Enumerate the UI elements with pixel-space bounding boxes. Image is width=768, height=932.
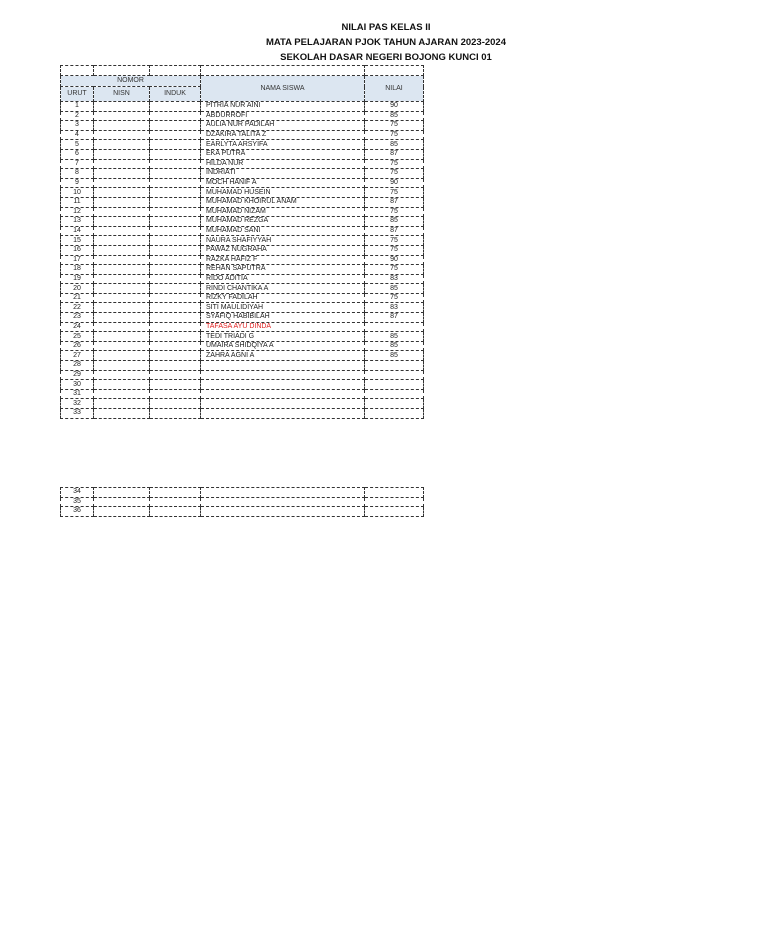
row-number: 5 xyxy=(61,140,94,150)
induk-cell xyxy=(150,332,201,342)
student-name: RINDI CHANTIKA A xyxy=(201,284,365,294)
nisn-cell xyxy=(94,303,150,313)
score-cell: 87 xyxy=(365,197,424,207)
student-name: ABDURROFI xyxy=(201,111,365,121)
table-row xyxy=(61,121,424,131)
nisn-cell xyxy=(94,370,150,380)
induk-cell xyxy=(150,226,201,236)
table-row xyxy=(61,274,424,284)
table-row xyxy=(61,284,424,294)
nisn-cell xyxy=(94,236,150,246)
student-name: MUHAMAD NIZAM xyxy=(201,207,365,217)
induk-cell xyxy=(150,169,201,179)
student-name: EARLYTA ARSYIFA xyxy=(201,140,365,150)
student-name xyxy=(201,507,365,517)
nisn-cell xyxy=(94,130,150,140)
table-row xyxy=(61,111,424,121)
document-title: NILAI PAS KELAS II xyxy=(341,22,431,33)
student-name: TAFASA AYU DINDA xyxy=(201,322,365,332)
score-cell: 75 xyxy=(365,207,424,217)
row-number: 14 xyxy=(61,226,94,236)
row-number: 3 xyxy=(61,121,94,131)
row-number: 24 xyxy=(61,322,94,332)
student-name: PITRIA NUR AINI xyxy=(201,102,365,112)
extra-rows-table xyxy=(60,487,424,517)
row-number: 30 xyxy=(61,380,94,390)
row-number: 29 xyxy=(61,370,94,380)
score-cell xyxy=(365,380,424,390)
score-cell: 83 xyxy=(365,274,424,284)
nisn-cell xyxy=(94,226,150,236)
student-name: RAZKA HAFIZ F xyxy=(201,255,365,265)
student-name: RIDO ADITIA xyxy=(201,274,365,284)
table-row xyxy=(61,140,424,150)
nisn-cell xyxy=(94,255,150,265)
row-number: 31 xyxy=(61,389,94,399)
student-name: REHAN SAPUTRA xyxy=(201,265,365,275)
student-name xyxy=(201,389,365,399)
row-number: 22 xyxy=(61,303,94,313)
nisn-cell xyxy=(94,274,150,284)
table-row xyxy=(61,322,424,332)
nisn-cell xyxy=(94,322,150,332)
score-cell xyxy=(365,488,424,498)
row-number: 23 xyxy=(61,313,94,323)
nisn-header: NISN xyxy=(94,87,150,102)
score-cell xyxy=(365,322,424,332)
nisn-cell xyxy=(94,159,150,169)
induk-cell xyxy=(150,370,201,380)
nisn-cell xyxy=(94,507,150,517)
nisn-cell xyxy=(94,217,150,227)
table-row xyxy=(61,207,424,217)
student-name: AULIA NUR PADILAH xyxy=(201,121,365,131)
table-row xyxy=(61,303,424,313)
student-name xyxy=(201,497,365,507)
row-number: 19 xyxy=(61,274,94,284)
induk-cell xyxy=(150,265,201,275)
score-cell: 75 xyxy=(365,121,424,131)
score-cell xyxy=(365,389,424,399)
nisn-cell xyxy=(94,380,150,390)
induk-cell xyxy=(150,497,201,507)
nisn-cell xyxy=(94,351,150,361)
nisn-cell xyxy=(94,169,150,179)
row-number: 18 xyxy=(61,265,94,275)
induk-cell xyxy=(150,255,201,265)
table-row xyxy=(61,130,424,140)
score-cell: 75 xyxy=(365,236,424,246)
induk-cell xyxy=(150,361,201,371)
nilai-header: NILAI xyxy=(365,76,424,102)
nisn-cell xyxy=(94,197,150,207)
induk-cell xyxy=(150,303,201,313)
student-name xyxy=(201,409,365,419)
row-number: 8 xyxy=(61,169,94,179)
table-header xyxy=(61,76,424,102)
score-cell xyxy=(365,370,424,380)
table-row xyxy=(61,255,424,265)
induk-cell xyxy=(150,178,201,188)
row-number: 2 xyxy=(61,111,94,121)
student-name xyxy=(201,380,365,390)
table-row xyxy=(61,293,424,303)
table-top-spacer xyxy=(61,66,424,76)
student-name: SITI MAULIDIYAH xyxy=(201,303,365,313)
grade-table xyxy=(60,65,424,419)
table-row xyxy=(61,380,424,390)
score-cell: 90 xyxy=(365,255,424,265)
nisn-cell xyxy=(94,121,150,131)
student-rows xyxy=(61,102,424,419)
row-number: 25 xyxy=(61,332,94,342)
table-row xyxy=(61,399,424,409)
subject-and-year: MATA PELAJARAN PJOK TAHUN AJARAN 2023-2024 xyxy=(265,37,506,48)
student-name: SYAFIQ HABIBILAH xyxy=(201,313,365,323)
score-cell: 87 xyxy=(365,149,424,159)
induk-cell xyxy=(150,409,201,419)
table-row xyxy=(61,265,424,275)
nisn-cell xyxy=(94,284,150,294)
nama-siswa-header: NAMA SISWA xyxy=(201,76,365,102)
score-cell: 75 xyxy=(365,130,424,140)
nisn-cell xyxy=(94,140,150,150)
table-row xyxy=(61,178,424,188)
student-name: NAURA SHAFIYYAH xyxy=(201,236,365,246)
nisn-cell xyxy=(94,488,150,498)
student-name: EKA PUTRA xyxy=(201,149,365,159)
nisn-cell xyxy=(94,178,150,188)
induk-cell xyxy=(150,188,201,198)
row-number: 11 xyxy=(61,197,94,207)
score-cell: 75 xyxy=(365,169,424,179)
row-number: 21 xyxy=(61,293,94,303)
score-cell xyxy=(365,361,424,371)
induk-cell xyxy=(150,389,201,399)
student-name: PAWAZ NUGRAHA xyxy=(201,245,365,255)
row-number: 36 xyxy=(61,507,94,517)
row-number: 20 xyxy=(61,284,94,294)
induk-cell xyxy=(150,274,201,284)
induk-cell xyxy=(150,159,201,169)
nisn-cell xyxy=(94,361,150,371)
nisn-cell xyxy=(94,389,150,399)
score-cell: 75 xyxy=(365,188,424,198)
induk-cell xyxy=(150,293,201,303)
induk-cell xyxy=(150,197,201,207)
score-cell: 87 xyxy=(365,313,424,323)
student-name xyxy=(201,488,365,498)
score-cell: 85 xyxy=(365,341,424,351)
table-row xyxy=(61,361,424,371)
nisn-cell xyxy=(94,399,150,409)
student-name: MOCH HANIF A xyxy=(201,178,365,188)
nisn-cell xyxy=(94,188,150,198)
student-name: MUHAMAD REZGA xyxy=(201,217,365,227)
student-name: HILDA NUR xyxy=(201,159,365,169)
induk-cell xyxy=(150,245,201,255)
nisn-cell xyxy=(94,293,150,303)
student-name: MUHAMAD KHOIRUL ANAM xyxy=(201,197,365,207)
table-row xyxy=(61,102,424,112)
row-number: 26 xyxy=(61,341,94,351)
induk-cell xyxy=(150,149,201,159)
row-number: 27 xyxy=(61,351,94,361)
score-cell: 85 xyxy=(365,217,424,227)
score-cell: 85 xyxy=(365,284,424,294)
induk-cell xyxy=(150,351,201,361)
table-row xyxy=(61,341,424,351)
nisn-cell xyxy=(94,111,150,121)
table-row xyxy=(61,351,424,361)
student-name: DZAKIRA TALITA Z xyxy=(201,130,365,140)
row-number: 34 xyxy=(61,488,94,498)
row-number: 10 xyxy=(61,188,94,198)
nisn-cell xyxy=(94,149,150,159)
induk-cell xyxy=(150,399,201,409)
table-row xyxy=(61,149,424,159)
table-row xyxy=(61,197,424,207)
row-number: 17 xyxy=(61,255,94,265)
induk-cell xyxy=(150,488,201,498)
induk-cell xyxy=(150,236,201,246)
table-row xyxy=(61,488,424,498)
induk-cell xyxy=(150,111,201,121)
student-name xyxy=(201,399,365,409)
induk-cell xyxy=(150,507,201,517)
row-number: 13 xyxy=(61,217,94,227)
score-cell: 87 xyxy=(365,226,424,236)
student-name: RIZKY FADILAH xyxy=(201,293,365,303)
score-cell xyxy=(365,399,424,409)
table-row xyxy=(61,236,424,246)
induk-cell xyxy=(150,207,201,217)
induk-cell xyxy=(150,140,201,150)
row-number: 6 xyxy=(61,149,94,159)
table-row xyxy=(61,159,424,169)
induk-cell xyxy=(150,121,201,131)
student-name xyxy=(201,361,365,371)
row-number: 33 xyxy=(61,409,94,419)
table-row xyxy=(61,313,424,323)
nisn-cell xyxy=(94,313,150,323)
nisn-cell xyxy=(94,102,150,112)
table-row xyxy=(61,332,424,342)
nisn-cell xyxy=(94,409,150,419)
score-cell: 85 xyxy=(365,111,424,121)
student-name: MUHAMAD SANI xyxy=(201,226,365,236)
induk-cell xyxy=(150,313,201,323)
student-name: MUHAMAD HUSEIN xyxy=(201,188,365,198)
induk-cell xyxy=(150,322,201,332)
induk-cell xyxy=(150,284,201,294)
nisn-cell xyxy=(94,497,150,507)
score-cell: 85 xyxy=(365,332,424,342)
score-cell xyxy=(365,497,424,507)
row-number: 32 xyxy=(61,399,94,409)
extra-rows xyxy=(61,488,424,517)
nisn-cell xyxy=(94,341,150,351)
row-number: 12 xyxy=(61,207,94,217)
table-row xyxy=(61,169,424,179)
induk-cell xyxy=(150,102,201,112)
score-cell: 90 xyxy=(365,178,424,188)
nisn-cell xyxy=(94,265,150,275)
score-cell xyxy=(365,409,424,419)
induk-header: INDUK xyxy=(150,87,201,102)
nisn-cell xyxy=(94,332,150,342)
table-row xyxy=(61,245,424,255)
score-cell xyxy=(365,507,424,517)
student-name: INDRIATI xyxy=(201,169,365,179)
nomor-header: NOMOR xyxy=(61,76,201,87)
student-name: TEDI TRIADI G xyxy=(201,332,365,342)
score-cell: 85 xyxy=(365,351,424,361)
score-cell: 90 xyxy=(365,102,424,112)
student-name: ZAHRA AGNI A xyxy=(201,351,365,361)
table-row xyxy=(61,497,424,507)
row-number: 15 xyxy=(61,236,94,246)
score-cell: 75 xyxy=(365,293,424,303)
induk-cell xyxy=(150,217,201,227)
score-cell: 75 xyxy=(365,159,424,169)
row-number: 1 xyxy=(61,102,94,112)
urut-header: URUT xyxy=(61,87,94,102)
score-cell: 75 xyxy=(365,265,424,275)
table-row xyxy=(61,389,424,399)
table-row xyxy=(61,226,424,236)
student-name xyxy=(201,370,365,380)
table-row xyxy=(61,409,424,419)
student-name: UMAIRA SHIDQIYA A xyxy=(201,341,365,351)
row-number: 35 xyxy=(61,497,94,507)
school-name: SEKOLAH DASAR NEGERI BOJONG KUNCI 01 xyxy=(280,52,492,63)
score-cell: 83 xyxy=(365,303,424,313)
table-row xyxy=(61,507,424,517)
row-number: 7 xyxy=(61,159,94,169)
row-number: 28 xyxy=(61,361,94,371)
score-cell: 85 xyxy=(365,140,424,150)
score-cell: 75 xyxy=(365,245,424,255)
row-number: 4 xyxy=(61,130,94,140)
table-row xyxy=(61,217,424,227)
induk-cell xyxy=(150,341,201,351)
row-number: 9 xyxy=(61,178,94,188)
induk-cell xyxy=(150,380,201,390)
table-row xyxy=(61,370,424,380)
nisn-cell xyxy=(94,245,150,255)
induk-cell xyxy=(150,130,201,140)
nisn-cell xyxy=(94,207,150,217)
table-row xyxy=(61,188,424,198)
row-number: 16 xyxy=(61,245,94,255)
